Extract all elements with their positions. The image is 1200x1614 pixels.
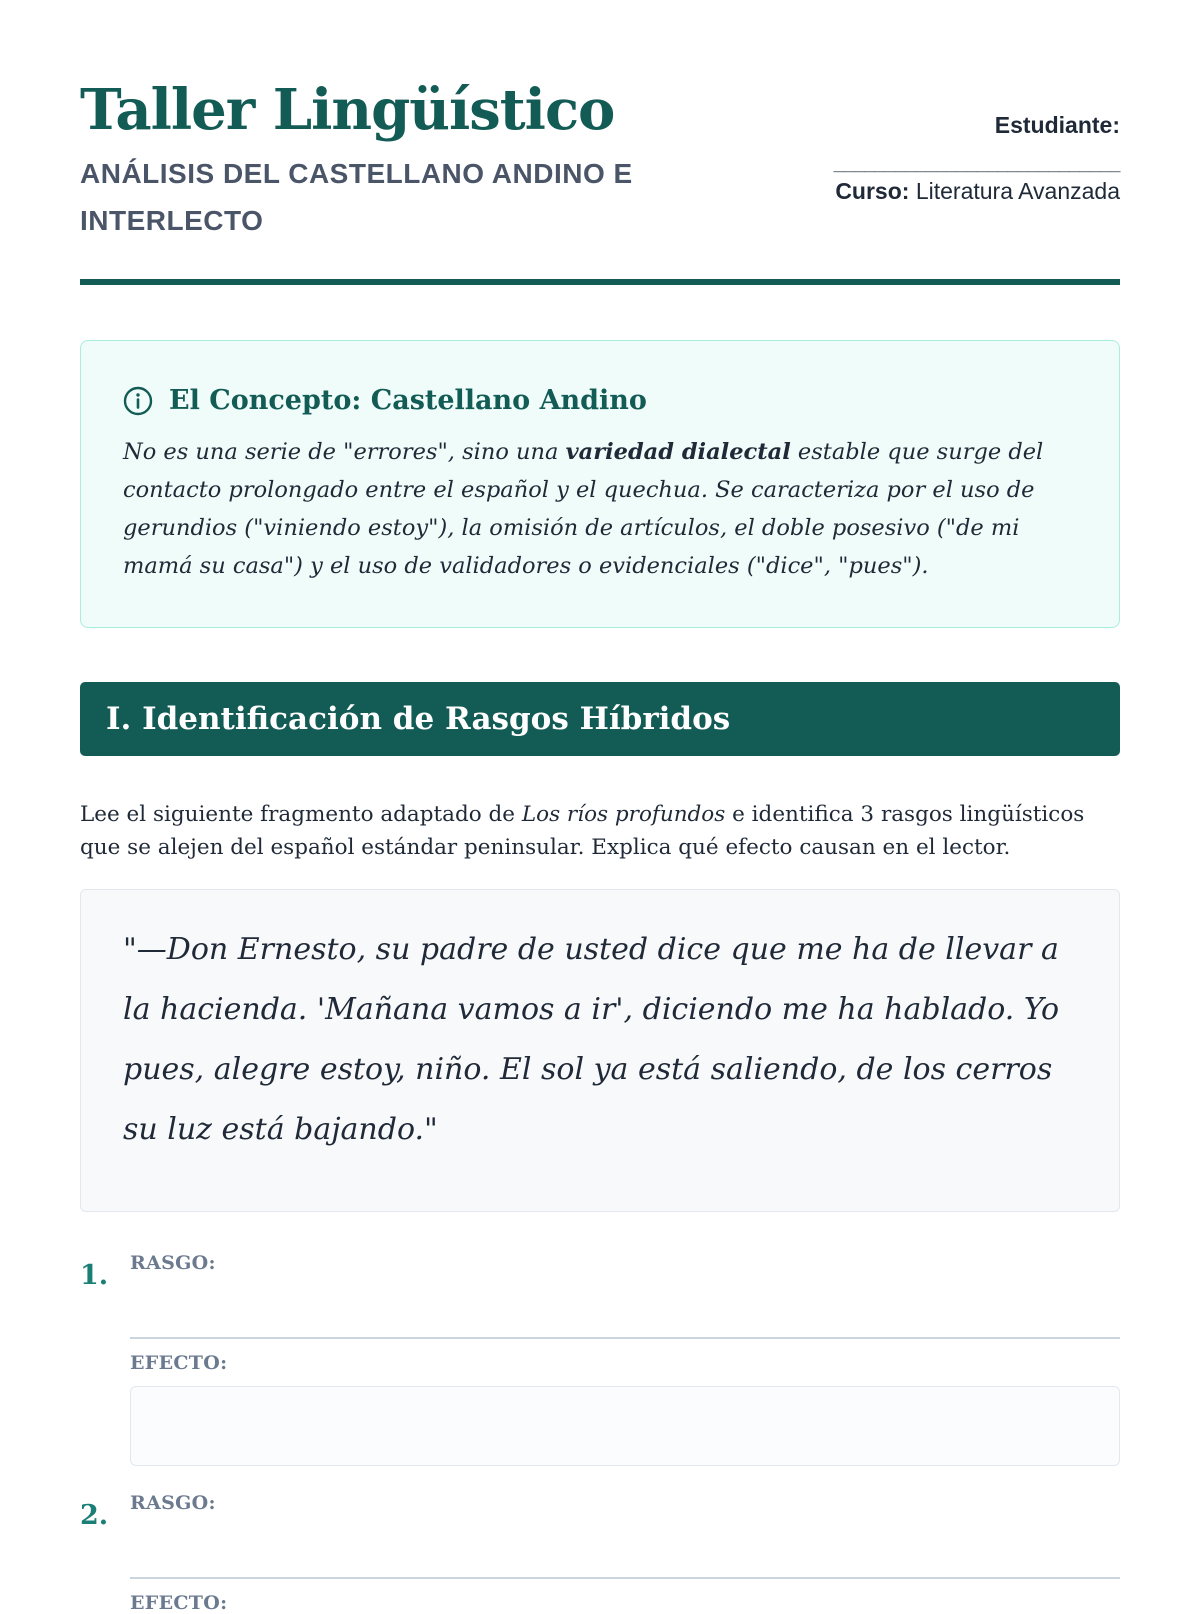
rasgo-answer-line[interactable] [130,1577,1120,1579]
concept-body-text: No es una serie de "errores", sino una [123,439,566,465]
course-value: Literatura Avanzada [909,178,1120,204]
efecto-answer-box[interactable] [130,1386,1120,1466]
course-info [760,176,1120,206]
rasgo-label: RASGO: [130,1492,216,1514]
book-title: Los ríos profundos [521,802,726,827]
worksheet-page [80,0,1120,1614]
section-header [80,682,1120,756]
instructions-text-end: e identifica 3 rasgos lingüísticos que se alejen del español estándar peninsular. Explica qué efecto causan en el lector. [80,802,1085,860]
concept-header [123,385,647,416]
efecto-label: EFECTO: [130,1592,228,1614]
student-label: Estudiante: [994,112,1120,138]
course-label: Curso: [835,178,910,204]
quote-box [80,889,1120,1212]
concept-callout [80,340,1120,628]
header-divider [80,279,1120,285]
rasgo-label: RASGO: [130,1252,216,1274]
section-title: I. Identificación de Rasgos Híbridos [106,701,731,737]
worksheet-header [80,0,1120,290]
student-name-blank[interactable]: ____________________________ [833,152,1120,173]
page-title: Taller Lingüístico [80,77,615,143]
item-number: 1. [80,1260,109,1291]
page-subtitle: ANÁLISIS DEL CASTELLANO ANDINO E INTERLECTO [80,158,633,236]
concept-body-text-end: estable que surge del contacto prolongado entre el español y el quechua. Se caracteriza por el uso de gerundios ("viniendo estoy"), la omisión de artículos, el doble posesivo ("de mi mamá su casa") y el uso de validadores o evidenciales ("dice", "pues"). [123,439,1044,579]
item-number: 2. [80,1500,109,1531]
section-instructions [80,798,1120,864]
concept-body-highlight: variedad dialectal [565,439,791,465]
info-icon [123,386,153,416]
student-info [760,110,1120,206]
efecto-label: EFECTO: [130,1352,228,1374]
instructions-text: Lee el siguiente fragmento adaptado de [80,802,522,827]
rasgo-answer-line[interactable] [130,1337,1120,1339]
concept-body [123,433,1073,585]
concept-title: El Concepto: Castellano Andino [169,385,647,416]
quote-text: "—Don Ernesto, su padre de usted dice que me ha de llevar a la hacienda. 'Mañana vamos a ir', diciendo me ha hablado. Yo pues, alegre estoy, niño. El sol ya está saliendo, de los cerros su luz está bajando." [123,932,1060,1147]
